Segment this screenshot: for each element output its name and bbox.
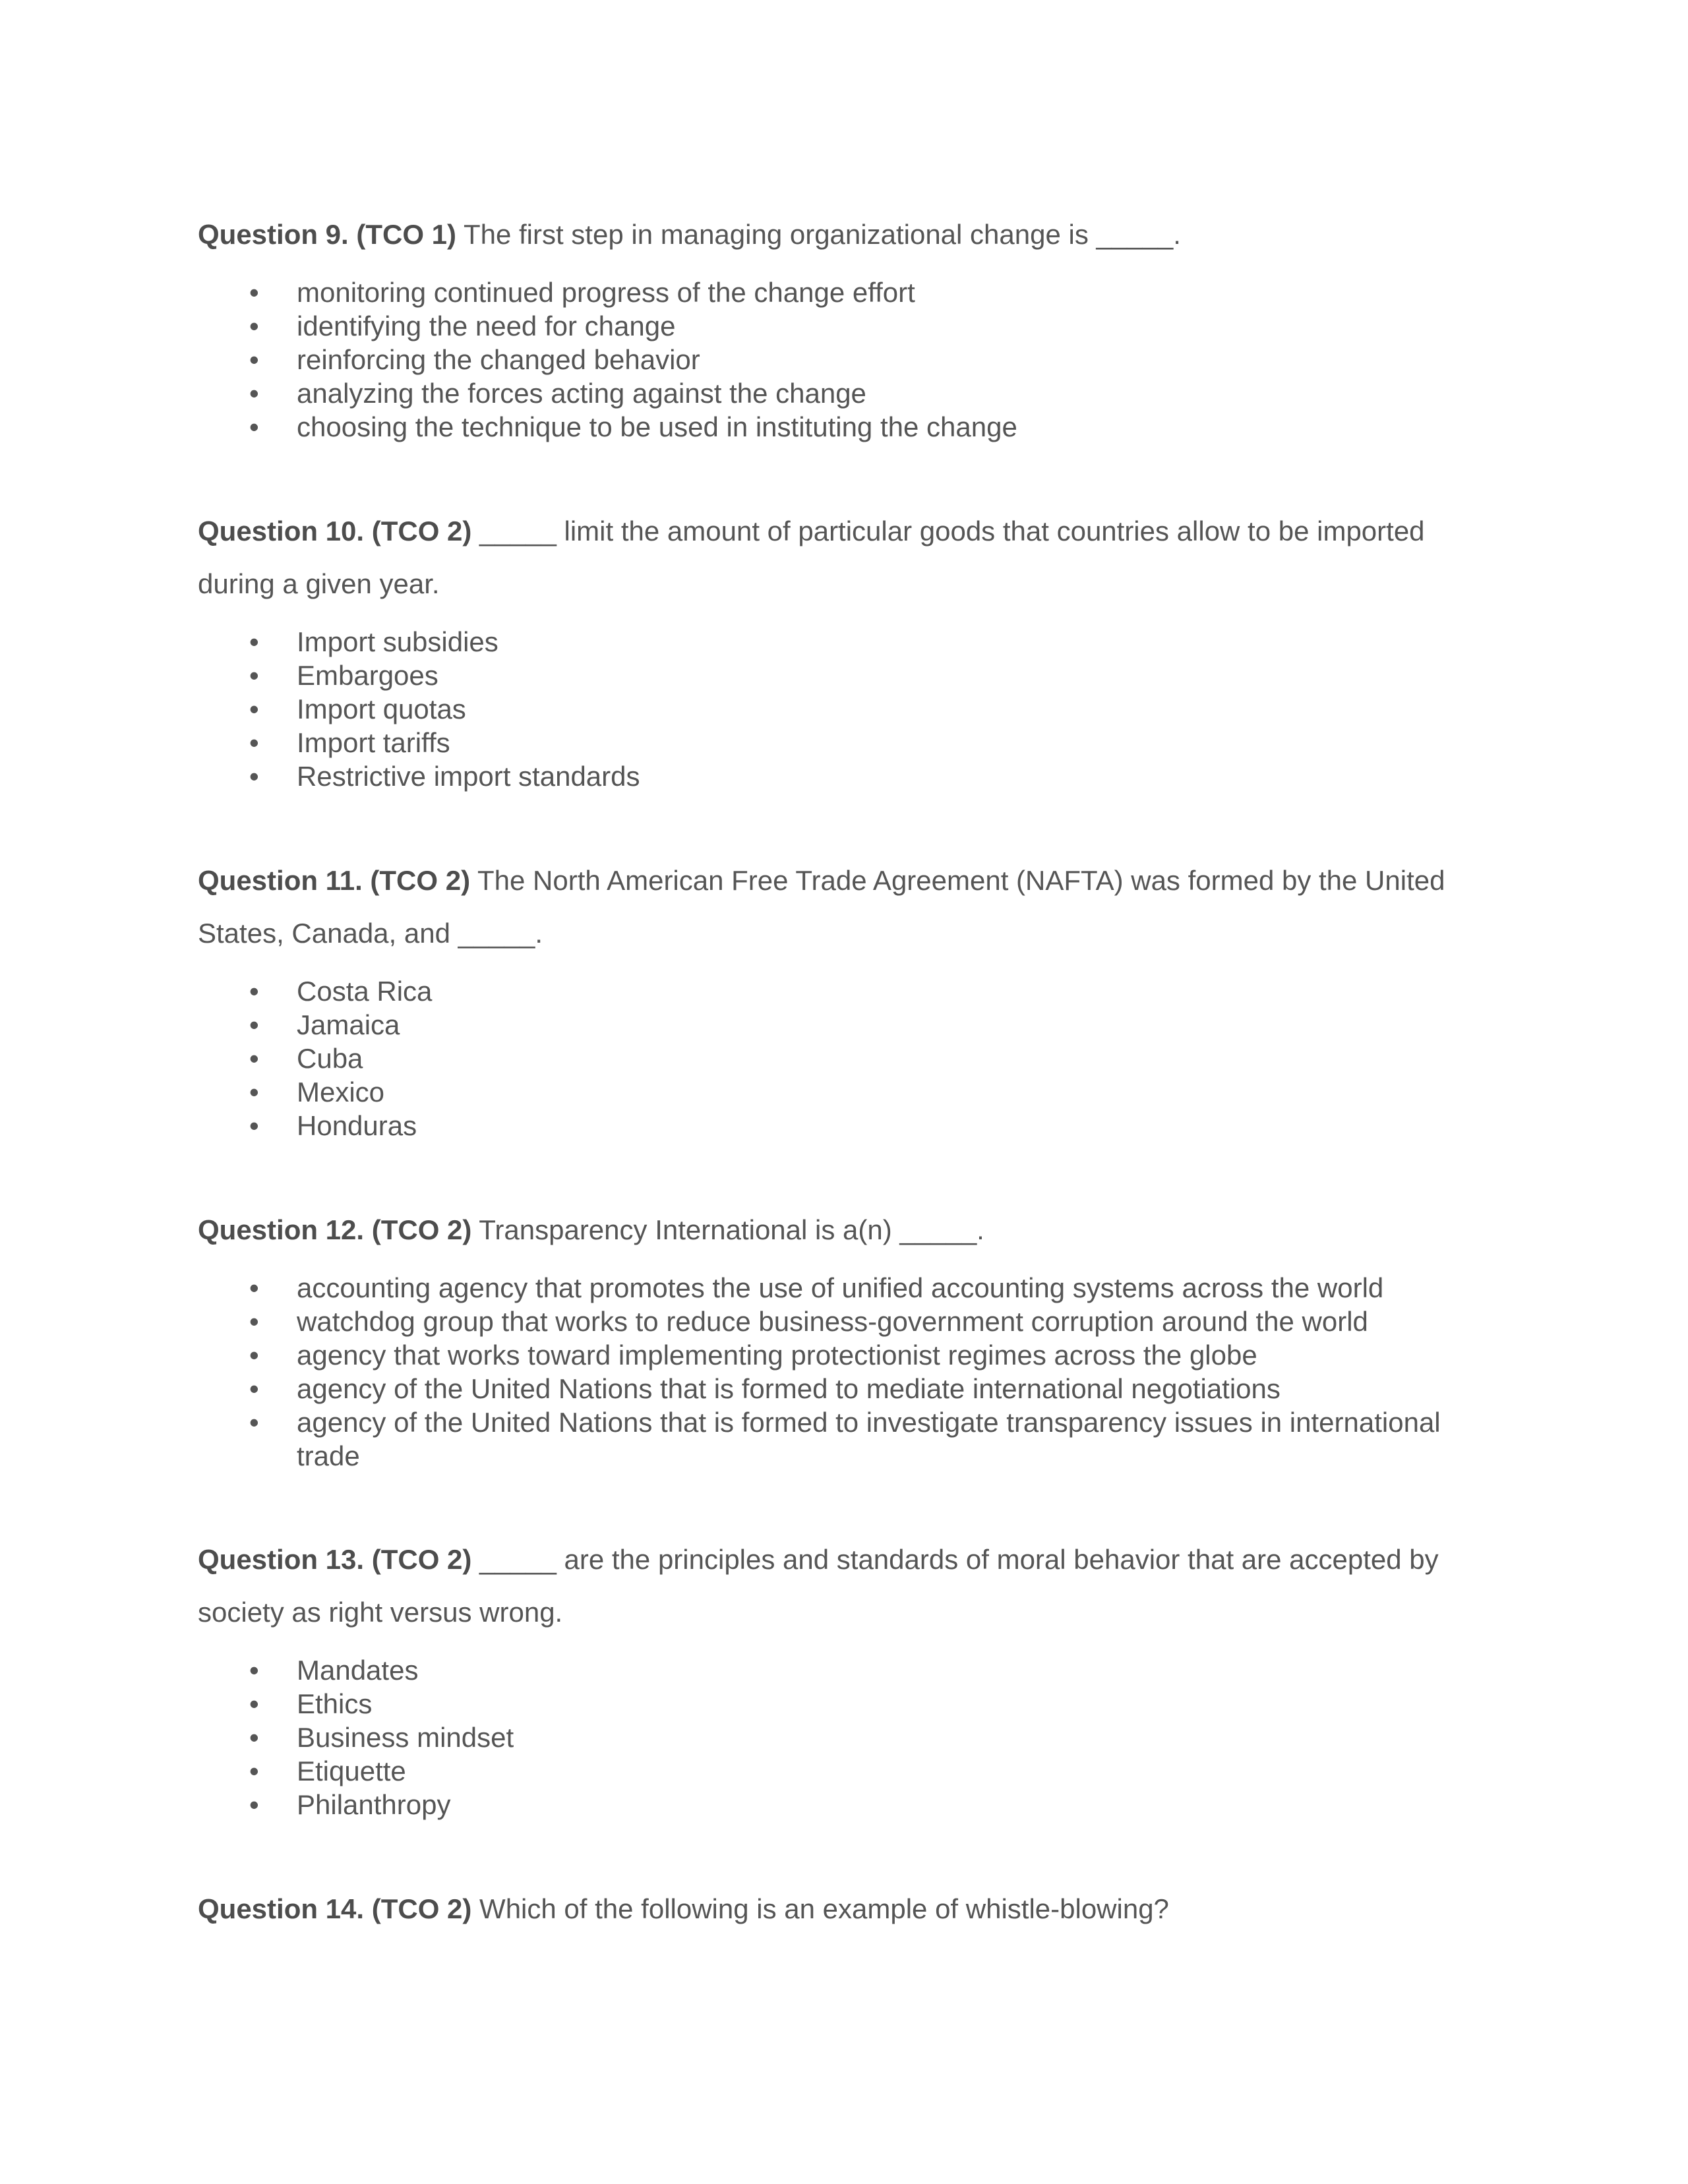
- bullet-icon: •: [249, 761, 259, 792]
- option: [198, 1721, 1451, 1754]
- bullet-icon: •: [249, 1077, 259, 1107]
- option-text: reinforcing the changed behavior: [297, 344, 700, 375]
- option-text: Ethics: [297, 1688, 373, 1719]
- option: [198, 625, 1451, 659]
- option-text: Mexico: [297, 1077, 385, 1107]
- option-text: Embargoes: [297, 660, 438, 691]
- bullet-icon: •: [249, 1655, 259, 1686]
- bullet-icon: •: [249, 1110, 259, 1141]
- question-13-prompt: _____ are the principles and standards of moral behavior that are accepted by society as right versus wrong.: [198, 1544, 1439, 1628]
- option: [198, 1788, 1451, 1821]
- question-14-prompt: Which of the following is an example of whistle-blowing?: [471, 1893, 1169, 1924]
- option-text: Costa Rica: [297, 976, 433, 1007]
- bullet-icon: •: [249, 1043, 259, 1074]
- bullet-icon: •: [249, 1722, 259, 1753]
- option-text: watchdog group that works to reduce business-government corruption around the world: [297, 1306, 1368, 1337]
- bullet-icon: •: [249, 727, 259, 758]
- option-text: Import subsidies: [297, 626, 498, 657]
- option-text: Mandates: [297, 1655, 419, 1686]
- question-14-text: [198, 1883, 1451, 1935]
- question-10-label: Question 10. (TCO 2): [198, 516, 472, 546]
- option-text: Restrictive import standards: [297, 761, 640, 792]
- option-text: agency of the United Nations that is formed to investigate transparency issues in international trade: [297, 1407, 1441, 1471]
- bullet-icon: •: [249, 1756, 259, 1786]
- option-text: Honduras: [297, 1110, 417, 1141]
- option: [198, 1271, 1451, 1305]
- option: [198, 1075, 1451, 1109]
- option: [198, 1109, 1451, 1142]
- bullet-icon: •: [249, 1407, 259, 1438]
- bullet-icon: •: [249, 277, 259, 308]
- question-13-text: [198, 1533, 1451, 1639]
- question-12-prompt: Transparency International is a(n) _____.: [471, 1214, 984, 1245]
- option: [198, 759, 1451, 793]
- bullet-icon: •: [249, 411, 259, 442]
- bullet-icon: •: [249, 1373, 259, 1404]
- bullet-icon: •: [249, 1306, 259, 1337]
- option-text: Business mindset: [297, 1722, 514, 1753]
- option: [198, 1305, 1451, 1338]
- question-11-text: [198, 854, 1451, 960]
- option-text: Jamaica: [297, 1009, 400, 1040]
- option: [198, 376, 1451, 410]
- question-10-text: [198, 505, 1451, 610]
- option: [198, 1372, 1451, 1405]
- option-text: accounting agency that promotes the use of unified accounting systems across the world: [297, 1272, 1384, 1303]
- option-text: agency that works toward implementing protectionist regimes across the globe: [297, 1340, 1257, 1371]
- bullet-icon: •: [249, 976, 259, 1007]
- option-text: analyzing the forces acting against the change: [297, 378, 866, 409]
- question-14-label: Question 14. (TCO 2): [198, 1893, 472, 1924]
- option: [198, 974, 1451, 1008]
- bullet-icon: •: [249, 1272, 259, 1303]
- bullet-icon: •: [249, 660, 259, 691]
- question-12: [198, 1204, 1451, 1473]
- option: [198, 276, 1451, 309]
- question-10: [198, 505, 1451, 793]
- question-12-text: [198, 1204, 1451, 1256]
- bullet-icon: •: [249, 1688, 259, 1719]
- bullet-icon: •: [249, 1789, 259, 1820]
- question-11: [198, 854, 1451, 1142]
- question-11-options: [198, 974, 1451, 1142]
- option-text: Import quotas: [297, 694, 466, 724]
- option: [198, 410, 1451, 444]
- question-10-options: [198, 625, 1451, 793]
- option: [198, 1042, 1451, 1075]
- bullet-icon: •: [249, 378, 259, 409]
- question-14: [198, 1883, 1451, 1935]
- option: [198, 1405, 1451, 1473]
- option-text: identifying the need for change: [297, 310, 676, 341]
- option: [198, 1653, 1451, 1687]
- option: [198, 1754, 1451, 1788]
- bullet-icon: •: [249, 626, 259, 657]
- option: [198, 726, 1451, 759]
- option-text: choosing the technique to be used in instituting the change: [297, 411, 1017, 442]
- question-12-options: [198, 1271, 1451, 1473]
- question-9-prompt: The first step in managing organizational change is _____.: [456, 219, 1181, 250]
- option-text: Etiquette: [297, 1756, 406, 1786]
- question-9-label: Question 9. (TCO 1): [198, 219, 457, 250]
- question-13-label: Question 13. (TCO 2): [198, 1544, 472, 1575]
- question-10-prompt: _____ limit the amount of particular goods that countries allow to be imported during a given year.: [198, 516, 1425, 599]
- question-11-label: Question 11. (TCO 2): [198, 865, 471, 896]
- question-13-options: [198, 1653, 1451, 1821]
- question-12-label: Question 12. (TCO 2): [198, 1214, 472, 1245]
- bullet-icon: •: [249, 1009, 259, 1040]
- option-text: agency of the United Nations that is formed to mediate international negotiations: [297, 1373, 1281, 1404]
- bullet-icon: •: [249, 1340, 259, 1371]
- option: [198, 309, 1451, 343]
- option: [198, 659, 1451, 692]
- option-text: Import tariffs: [297, 727, 450, 758]
- option-text: Philanthropy: [297, 1789, 451, 1820]
- question-9-options: [198, 276, 1451, 444]
- option-text: monitoring continued progress of the change effort: [297, 277, 915, 308]
- question-9-text: [198, 208, 1451, 261]
- option: [198, 1338, 1451, 1372]
- question-13: [198, 1533, 1451, 1821]
- bullet-icon: •: [249, 310, 259, 341]
- question-11-prompt: The North American Free Trade Agreement (NAFTA) was formed by the United States, Canada, and _____.: [198, 865, 1445, 949]
- option-text: Cuba: [297, 1043, 363, 1074]
- bullet-icon: •: [249, 694, 259, 724]
- option: [198, 343, 1451, 376]
- option: [198, 692, 1451, 726]
- question-9: [198, 208, 1451, 444]
- option: [198, 1687, 1451, 1721]
- bullet-icon: •: [249, 344, 259, 375]
- option: [198, 1008, 1451, 1042]
